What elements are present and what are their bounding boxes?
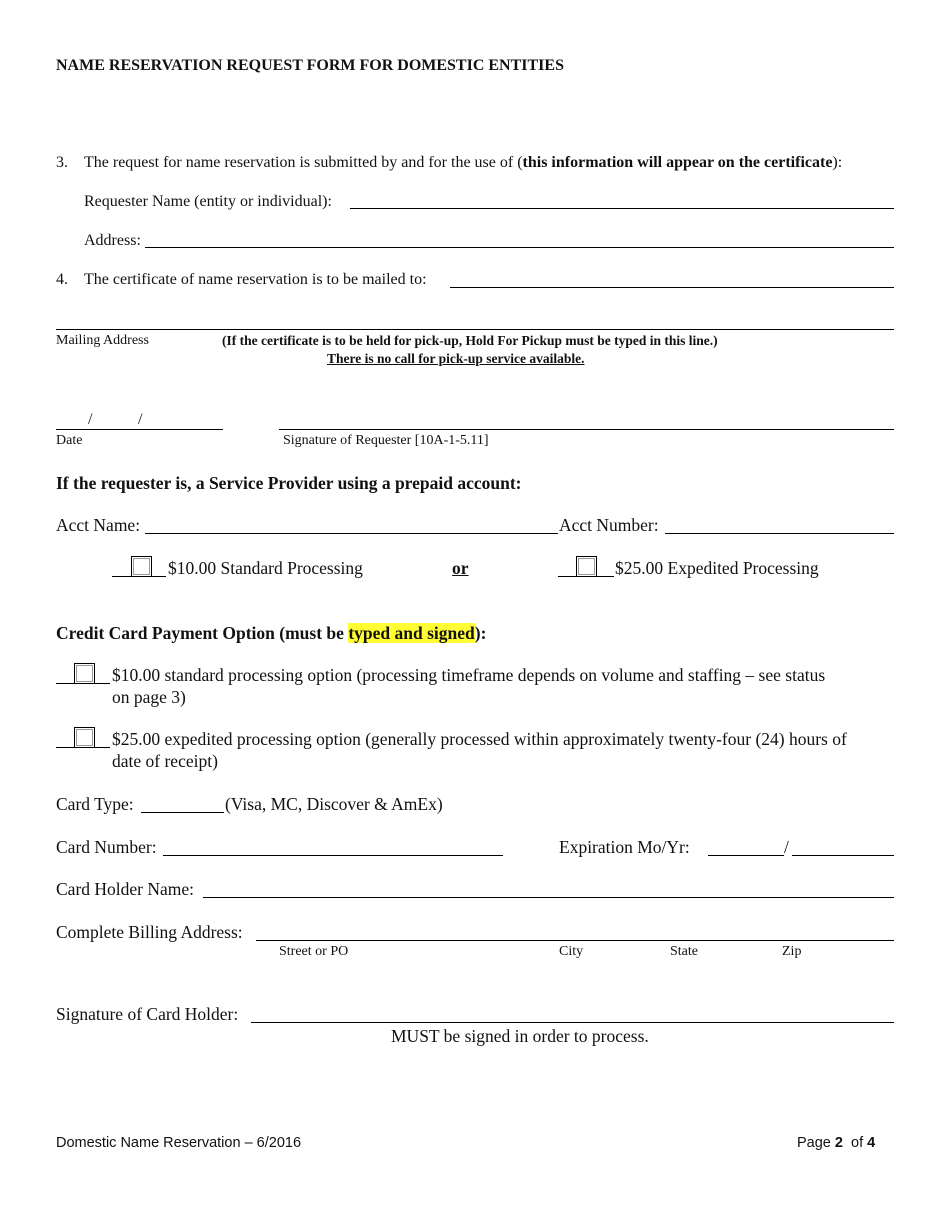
cc-standard-line1: $10.00 standard processing option (processing timeframe depends on volume and staffing – see status [112, 665, 826, 685]
mailed-to-field[interactable] [450, 287, 894, 288]
footer-left: Domestic Name Reservation – 6/2016 [56, 1135, 302, 1151]
requester-signature-field[interactable] [279, 429, 894, 430]
expedited-processing-label: $25.00 Expedited Processing [615, 558, 819, 578]
credit-card-heading: Credit Card Payment Option (must be typed and signed): [56, 623, 487, 643]
card-number-label: Card Number: [56, 837, 157, 857]
address-label: Address: [84, 232, 141, 249]
cc-expedited-checkbox[interactable] [74, 727, 95, 748]
expiration-label: Expiration Mo/Yr: [559, 837, 690, 857]
billing-address-label: Complete Billing Address: [56, 922, 243, 942]
street-label: Street or PO [279, 944, 349, 959]
standard-processing-checkbox[interactable] [131, 556, 152, 577]
item-4-number: 4. [56, 271, 68, 288]
cc-standard-checkbox[interactable] [74, 663, 95, 684]
acct-number-label: Acct Number: [559, 515, 659, 535]
card-holder-field[interactable] [203, 897, 894, 898]
no-call-note: There is no call for pick-up service available. [327, 351, 585, 366]
expiration-year-field[interactable] [792, 855, 894, 856]
standard-processing-label: $10.00 Standard Processing [168, 558, 363, 578]
requester-signature-label: Signature of Requester [10A-1-5.11] [283, 433, 489, 448]
mailing-address-label: Mailing Address [56, 333, 149, 348]
requester-name-label: Requester Name (entity or individual): [84, 193, 332, 210]
cc-standard-line2: on page 3) [112, 687, 186, 707]
expiration-slash: / [784, 837, 789, 857]
cc-expedited-line1: $25.00 expedited processing option (generally processed within approximately twenty-four (24) hours of [112, 729, 847, 749]
form-title: NAME RESERVATION REQUEST FORM FOR DOMESTIC ENTITIES [56, 57, 564, 74]
expedited-processing-checkbox[interactable] [576, 556, 597, 577]
requester-name-field[interactable] [350, 208, 894, 209]
pickup-note: (If the certificate is to be held for pick-up, Hold For Pickup must be typed in this line.) [222, 333, 718, 348]
card-type-label: Card Type: [56, 794, 134, 814]
card-holder-signature-field[interactable] [251, 1022, 894, 1023]
expiration-month-field[interactable] [708, 855, 784, 856]
or-label: or [452, 558, 469, 578]
date-slash-1: / [88, 411, 93, 428]
acct-number-field[interactable] [665, 533, 894, 534]
billing-address-field[interactable] [256, 940, 894, 941]
page-number: Page 2 of 4 [797, 1135, 876, 1151]
date-slash-2: / [138, 411, 143, 428]
card-number-field[interactable] [163, 855, 503, 856]
city-label: City [559, 944, 584, 959]
address-field[interactable] [145, 247, 894, 248]
item-3-text: The request for name reservation is submitted by and for the use of (this information will appear on the certificate): [84, 154, 843, 171]
item-3-number: 3. [56, 154, 68, 171]
acct-name-label: Acct Name: [56, 515, 141, 535]
acct-name-field[interactable] [145, 533, 558, 534]
card-type-field[interactable] [141, 812, 224, 813]
date-field[interactable] [56, 429, 223, 430]
date-label: Date [56, 433, 83, 448]
card-holder-label: Card Holder Name: [56, 879, 195, 899]
cc-expedited-line2: date of receipt) [112, 751, 218, 771]
card-type-note: (Visa, MC, Discover & AmEx) [225, 794, 443, 814]
mailing-address-field[interactable] [56, 329, 894, 330]
zip-label: Zip [782, 944, 802, 959]
service-provider-heading: If the requester is, a Service Provider using a prepaid account: [56, 473, 522, 493]
item-4-text: The certificate of name reservation is to be mailed to: [84, 271, 427, 288]
state-label: State [670, 944, 698, 959]
must-sign-note: MUST be signed in order to process. [391, 1026, 649, 1046]
typed-and-signed-highlight: typed and signed [348, 623, 475, 643]
card-holder-signature-label: Signature of Card Holder: [56, 1004, 239, 1024]
